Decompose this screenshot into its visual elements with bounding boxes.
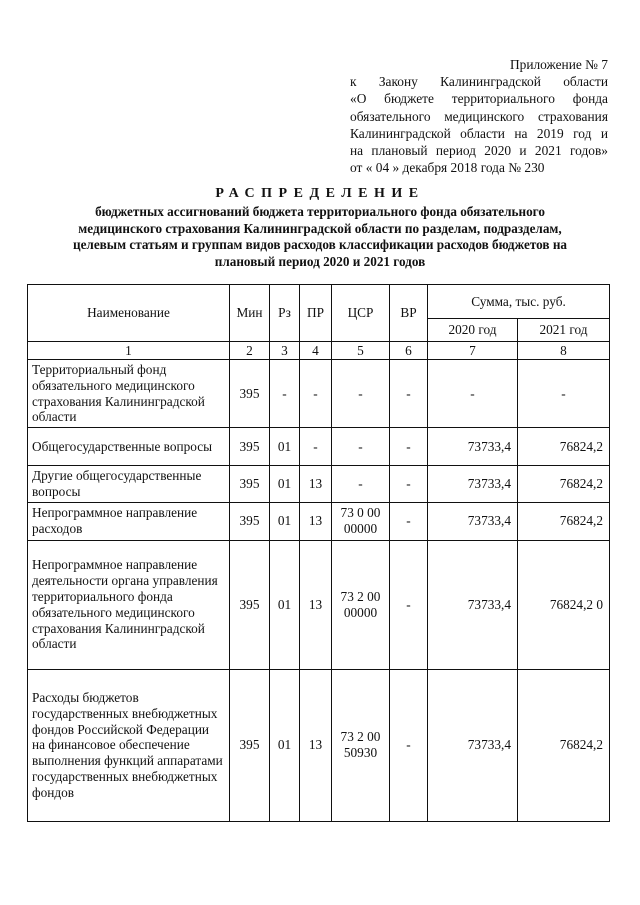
row-min: 395 [230,502,270,540]
appendix-line: «О бюджете территориального фонда [350,91,608,107]
row-vr: - [390,669,428,821]
table-row [28,428,610,466]
table-row [28,360,610,428]
row-min: 395 [230,360,270,428]
row-name: Общегосударственные вопросы [28,428,230,466]
row-min: 395 [230,466,270,503]
row-sum-2020: 73733,4 [428,669,518,821]
col-number: 7 [428,342,518,360]
row-pr: 13 [300,540,332,669]
table-row [28,466,610,503]
row-sum-2021: 76824,2 [518,466,610,503]
row-vr: - [390,502,428,540]
header-year-2020: 2020 год [428,319,518,342]
header-rz: Рз [270,285,300,342]
row-pr: - [300,428,332,466]
row-csr: 73 2 00 00000 [332,540,390,669]
row-pr: 13 [300,669,332,821]
row-sum-2020: 73733,4 [428,428,518,466]
row-sum-2021: 76824,2 [518,502,610,540]
col-number: 5 [332,342,390,360]
row-name: Расходы бюджетов государственных внебюджетных фондов Российской Федерации на финансовое обеспечение выполнения функций аппаратами государственных внебюджетных фондов [28,669,230,821]
row-name: Непрограммное направление деятельности органа управления территориального фонда обязательного медицинского страхования Калининградской области [28,540,230,669]
table-row [28,669,610,821]
row-vr: - [390,540,428,669]
appendix-date: от « 04 » декабря 2018 года № 230 [350,160,545,176]
col-number: 6 [390,342,428,360]
row-sum-2021: 76824,2 0 [518,540,610,669]
row-vr: - [390,466,428,503]
row-pr: - [300,360,332,428]
col-number: 4 [300,342,332,360]
row-sum-2020: 73733,4 [428,466,518,503]
appendix-line: на плановый период 2020 и 2021 годов» [350,143,608,159]
col-number: 3 [270,342,300,360]
appendix-note [350,56,608,176]
row-name: Непрограммное направление расходов [28,502,230,540]
row-rz: 01 [270,669,300,821]
budget-table [27,284,610,822]
appendix-line: к Закону Калининградской области [350,74,608,90]
col-number: 2 [230,342,270,360]
row-vr: - [390,360,428,428]
row-sum-2020: - [428,360,518,428]
row-min: 395 [230,428,270,466]
document-title: РАСПРЕДЕЛЕНИЕ [215,186,425,201]
row-sum-2020: 73733,4 [428,502,518,540]
header-year-2021: 2021 год [518,319,610,342]
row-min: 395 [230,540,270,669]
col-number: 8 [518,342,610,360]
row-name: Территориальный фонд обязательного медицинского страхования Калининградской области [28,360,230,428]
row-sum-2021: 76824,2 [518,428,610,466]
header-name: Наименование [28,285,230,342]
row-vr: - [390,428,428,466]
row-rz: 01 [270,540,300,669]
table-row [28,502,610,540]
document-subtitle: бюджетных ассигнований бюджета территориального фонда обязательного медицинского страхования Калининградской области по разделам, подразделам, целевым статьям и группам видов расходов классификации расходов бюджетов на плановый период 2020 и 2021 годов [72,204,568,269]
col-number: 1 [28,342,230,360]
header-sum: Сумма, тыс. руб. [428,285,610,319]
header-pr: ПР [300,285,332,342]
row-rz: - [270,360,300,428]
row-pr: 13 [300,502,332,540]
row-sum-2020: 73733,4 [428,540,518,669]
row-min: 395 [230,669,270,821]
table-row [28,540,610,669]
row-rz: 01 [270,502,300,540]
header-min: Мин [230,285,270,342]
row-csr: - [332,466,390,503]
row-name: Другие общегосударственные вопросы [28,466,230,503]
row-rz: 01 [270,428,300,466]
appendix-line: Калининградской области на 2019 год и [350,125,608,141]
row-rz: 01 [270,466,300,503]
row-sum-2021: - [518,360,610,428]
row-csr: 73 2 00 50930 [332,669,390,821]
row-csr: - [332,360,390,428]
row-pr: 13 [300,466,332,503]
row-sum-2021: 76824,2 [518,669,610,821]
appendix-number: Приложение № 7 [509,57,608,72]
appendix-line: обязательного медицинского страхования [350,108,608,124]
header-csr: ЦСР [332,285,390,342]
header-vr: ВР [390,285,428,342]
row-csr: 73 0 00 00000 [332,502,390,540]
row-csr: - [332,428,390,466]
